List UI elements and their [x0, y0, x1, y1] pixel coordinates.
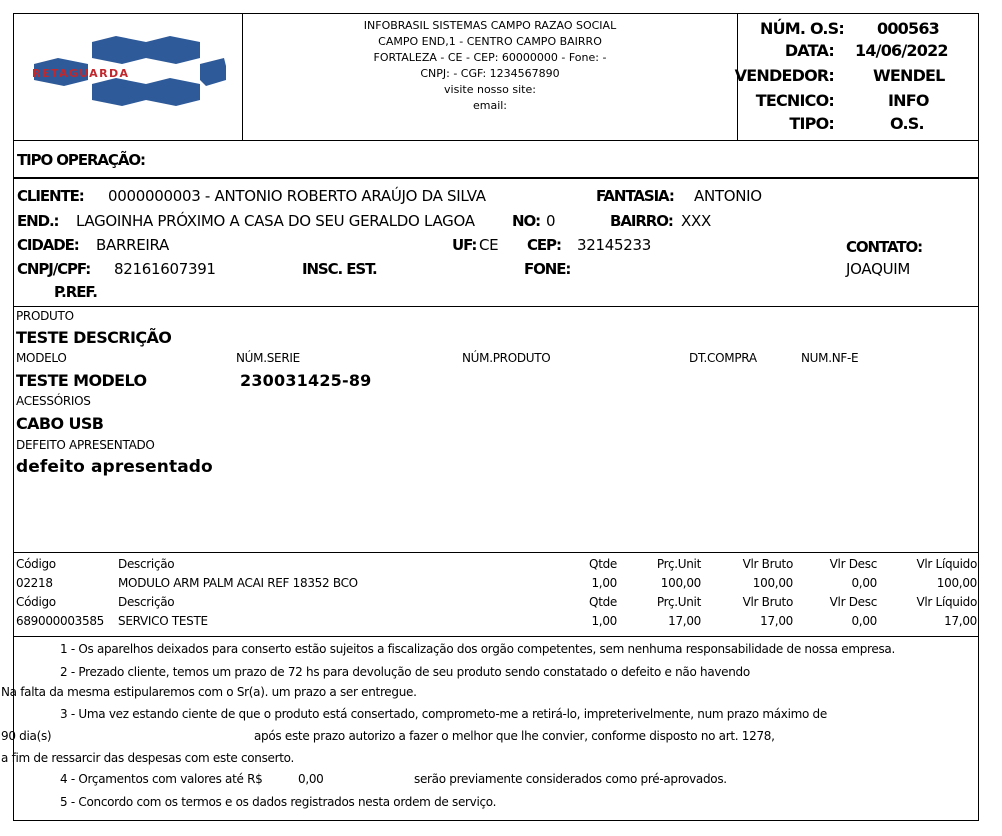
term-4-value: 0,00	[298, 772, 324, 786]
end-label: END.:	[17, 212, 59, 230]
term-5: 5 - Concordo com os termos e os dados registrados nesta ordem de serviço.	[60, 795, 497, 809]
pref-label: P.REF.	[54, 283, 97, 301]
item-2-codigo: 689000003585	[16, 614, 105, 628]
tipo-operacao-label: TIPO OPERAÇÃO:	[17, 151, 145, 169]
cep-value: 32145233	[577, 236, 651, 254]
item-2-descricao: SERVICO TESTE	[118, 614, 208, 628]
item-1-header-qtde: Qtde	[589, 557, 617, 571]
os-info	[734, 14, 980, 140]
company-email: email:	[472, 99, 508, 112]
item-1-descricao: MODULO ARM PALM ACAI REF 18352 BCO	[118, 576, 358, 590]
no-value: 0	[546, 212, 556, 230]
cep-label: CEP:	[527, 236, 561, 254]
produto-label: PRODUTO	[16, 309, 74, 323]
divider-cliente	[14, 306, 978, 307]
end-value: LAGOINHA PRÓXIMO A CASA DO SEU GERALDO LAGOA	[76, 212, 475, 230]
acessorios-value: CABO USB	[16, 414, 104, 433]
cnpj-label: CNPJ/CPF:	[17, 260, 91, 278]
tipo-label: TIPO:	[789, 114, 834, 133]
term-2: 2 - Prezado cliente, temos um prazo de 72 hs para devolução de seu produto sendo constatado o defeito e não havendo	[60, 665, 750, 679]
terms	[1, 638, 978, 820]
item-2-desc: 0,00	[851, 614, 877, 628]
company-site: visite nosso site:	[444, 83, 536, 96]
num-serie-label: NÚM.SERIE	[236, 351, 300, 365]
company-info	[243, 18, 737, 114]
produto-value: TESTE DESCRIÇÃO	[16, 328, 172, 347]
item-1-header-codigo: Código	[16, 557, 56, 571]
item-1-header-bruto: Vlr Bruto	[742, 557, 793, 571]
term-4: 4 - Orçamentos com valores até R$	[60, 772, 263, 786]
item-1-header-prc: Prç.Unit	[656, 557, 701, 571]
dt-compra-label: DT.COMPRA	[689, 351, 757, 365]
bairro-value: XXX	[681, 212, 711, 230]
company-name: INFOBRASIL SISTEMAS CAMPO RAZAO SOCIAL	[363, 19, 617, 32]
date-value: 14/06/2022	[855, 41, 948, 60]
divider-tipo-operacao	[14, 177, 978, 179]
items-table	[14, 554, 978, 636]
tipo-value: O.S.	[890, 114, 924, 133]
fone-label: FONE:	[524, 260, 571, 278]
num-nfe-label: NUM.NF-E	[801, 351, 859, 365]
modelo-label: MODELO	[16, 351, 67, 365]
vendedor-label: VENDEDOR:	[734, 66, 834, 85]
no-label: NO:	[512, 212, 541, 230]
item-1-codigo: 02218	[16, 576, 53, 590]
term-3-days: 90 dia(s)	[1, 729, 52, 743]
defeito-value: defeito apresentado	[16, 457, 213, 477]
contato-label: CONTATO:	[846, 238, 923, 256]
item-2-header-bruto: Vlr Bruto	[742, 595, 793, 609]
uf-label: UF:	[452, 236, 477, 254]
defeito-label: DEFEITO APRESENTADO	[16, 438, 155, 452]
item-2-header-desc: Vlr Desc	[829, 595, 877, 609]
term-1: 1 - Os aparelhos deixados para conserto estão sujeitos a fiscalização dos orgão competentes, sem nenhuma responsabilidade de nossa empresa.	[60, 642, 896, 656]
cnpj-value: 82161607391	[114, 260, 216, 278]
fantasia-label: FANTASIA:	[596, 187, 674, 205]
item-1-header-descricao: Descrição	[118, 557, 175, 571]
insc-est-label: INSC. EST.	[302, 260, 377, 278]
item-1-prc: 100,00	[660, 576, 701, 590]
fantasia-value: ANTONIO	[694, 187, 762, 205]
cliente-label: CLIENTE:	[17, 187, 84, 205]
cidade-value: BARREIRA	[96, 236, 169, 254]
item-2-header-descricao: Descrição	[118, 595, 175, 609]
item-2-bruto: 17,00	[760, 614, 793, 628]
service-order-document	[1, 13, 979, 821]
company-cnpj: CNPJ: - CGF: 1234567890	[420, 67, 560, 80]
item-2-header-prc: Prç.Unit	[656, 595, 701, 609]
divider-header	[14, 140, 978, 141]
company-logo	[14, 14, 242, 140]
item-2-header-codigo: Código	[16, 595, 56, 609]
term-3-continuation: após este prazo autorizo a fazer o melhor que lhe convier, conforme disposto no art. 1278,	[254, 729, 775, 743]
vendedor-value: WENDEL	[873, 66, 945, 85]
item-1-desc: 0,00	[851, 576, 877, 590]
bairro-label: BAIRRO:	[610, 212, 673, 230]
item-1-qtde: 1,00	[591, 576, 617, 590]
item-1-bruto: 100,00	[752, 576, 793, 590]
term-3-end: a fim de ressarcir das despesas com este conserto.	[1, 751, 295, 765]
cliente-value: 0000000003 - ANTONIO ROBERTO ARAÚJO DA SILVA	[108, 187, 486, 205]
divider-produto	[14, 552, 978, 553]
num-serie-value: 230031425-89	[240, 371, 372, 390]
num-os-label: NÚM. O.S:	[759, 19, 844, 38]
divider-items	[14, 636, 978, 637]
num-os-value: 000563	[877, 19, 939, 38]
term-4-continuation: serão previamente considerados como pré-aprovados.	[414, 772, 727, 786]
item-1-header-liquido: Vlr Líquido	[916, 557, 977, 571]
tecnico-value: INFO	[888, 91, 929, 110]
date-label: DATA:	[784, 41, 834, 60]
item-2-prc: 17,00	[668, 614, 701, 628]
term-3: 3 - Uma vez estando ciente de que o produto está consertado, comprometo-me a retirá-lo, impreterivelmente, num prazo máximo de	[60, 707, 827, 721]
cidade-label: CIDADE:	[17, 236, 79, 254]
modelo-value: TESTE MODELO	[16, 371, 147, 390]
term-2-continuation: Na falta da mesma estipularemos com o Sr(a). um prazo a ser entregue.	[1, 685, 417, 699]
company-city: FORTALEZA - CE - CEP: 60000000 - Fone: -	[373, 51, 607, 64]
item-2-liquido: 17,00	[944, 614, 977, 628]
item-1-header-desc: Vlr Desc	[829, 557, 877, 571]
acessorios-label: ACESSÓRIOS	[16, 394, 91, 408]
item-2-header-liquido: Vlr Líquido	[916, 595, 977, 609]
item-2-qtde: 1,00	[591, 614, 617, 628]
company-address: CAMPO END,1 - CENTRO CAMPO BAIRRO	[378, 35, 602, 48]
item-2-header-qtde: Qtde	[589, 595, 617, 609]
uf-value: CE	[479, 236, 499, 254]
item-1-liquido: 100,00	[936, 576, 977, 590]
contato-value: JOAQUIM	[846, 260, 911, 278]
tecnico-label: TECNICO:	[755, 91, 834, 110]
logo-text: RETAGUARDA	[32, 67, 130, 80]
num-produto-label: NÚM.PRODUTO	[462, 351, 551, 365]
